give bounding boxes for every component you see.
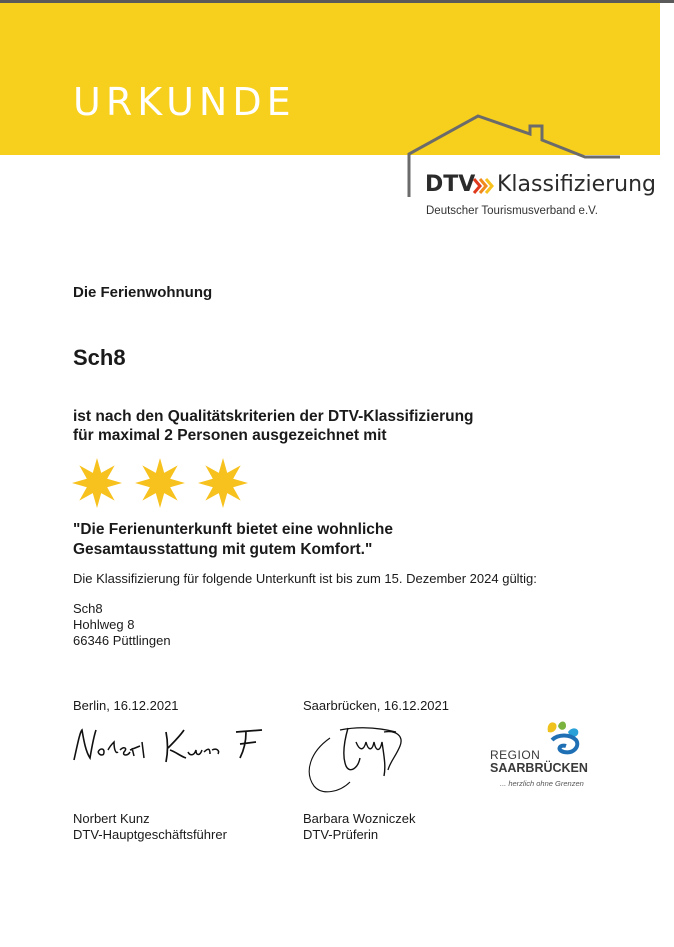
address-line: Hohlweg 8 [73, 617, 135, 632]
signature-right [300, 712, 420, 802]
criteria-line-1: ist nach den Qualitätskriterien der DTV-Klassifizierung [73, 408, 474, 425]
star-icon [198, 458, 248, 508]
address-line: Sch8 [73, 601, 103, 616]
star-rating [70, 456, 260, 510]
dtv-name-text: Klassifizierung [497, 172, 657, 197]
region-line-2: SAARBRÜCKEN [490, 761, 588, 775]
signer-role-right: DTV-Prüferin [303, 827, 379, 842]
criteria-line-2: für maximal 2 Personen ausgezeichnet mit [73, 427, 387, 444]
address-line: 66346 Püttlingen [73, 633, 171, 648]
signer-name-right: Barbara Wozniczek [303, 811, 416, 826]
top-border [0, 0, 674, 3]
signer-role-left: DTV-Hauptgeschäftsführer [73, 827, 227, 842]
certificate-title: URKUNDE [73, 80, 296, 124]
quote-line-1: "Die Ferienunterkunft bietet eine wohnliche [73, 521, 393, 538]
dtv-arrows-icon [472, 175, 494, 197]
validity-text: Die Klassifizierung für folgende Unterkunft ist bis zum 15. Dezember 2024 gültig: [73, 571, 537, 586]
signer-name-left: Norbert Kunz [73, 811, 150, 826]
star-icon [72, 458, 122, 508]
lead-text: Die Ferienwohnung [73, 284, 213, 301]
region-saarbruecken-logo [488, 718, 598, 794]
star-icon [135, 458, 185, 508]
region-tagline: ... herzlich ohne Grenzen [500, 779, 584, 788]
place-date-right: Saarbrücken, 16.12.2021 [303, 698, 449, 713]
dtv-brand-text: DTV [425, 172, 476, 197]
property-name: Sch8 [73, 345, 126, 370]
region-line-1: REGION [490, 748, 541, 762]
quote-line-2: Gesamtausstattung mit gutem Komfort." [73, 541, 373, 558]
place-date-left: Berlin, 16.12.2021 [73, 698, 179, 713]
dtv-subtitle: Deutscher Tourismusverband e.V. [426, 205, 598, 217]
region-logo-mark-icon [538, 718, 588, 756]
dtv-logo [425, 172, 655, 230]
signature-left [70, 722, 270, 772]
yellow-banner [0, 0, 660, 155]
